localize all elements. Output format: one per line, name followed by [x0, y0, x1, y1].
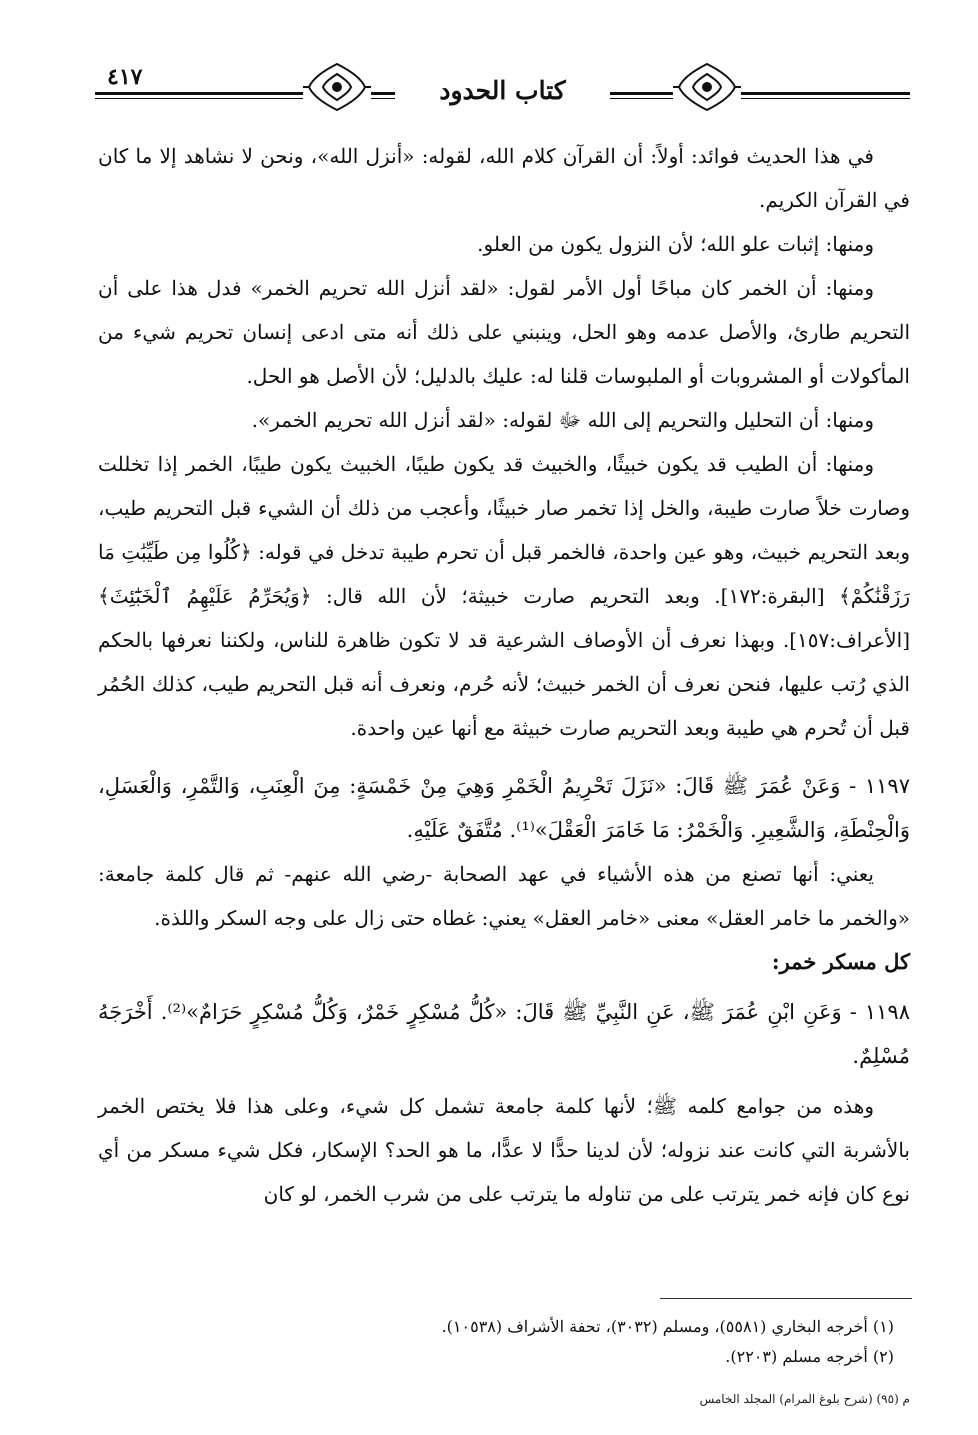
page-header — [95, 56, 910, 118]
footnote: (١) أخرجه البخاري (٥٥٨١)، ومسلم (٣٠٣٢)، تحفة الأشراف (١٠٥٣٨). — [441, 1317, 894, 1336]
paragraph: ومنها: إثبات علو الله؛ لأن النزول يكون من العلو. — [477, 232, 874, 256]
paragraph: ومنها: أن التحليل والتحريم إلى الله ﷻ لقوله: «لقد أنزل الله تحريم الخمر». — [251, 408, 874, 432]
hadith-1198: ١١٩٨ - وَعَنِ ابْنِ عُمَرَ ﷺ، عَنِ النَّبِيِّ ﷺ قَالَ: «كُلُّ مُسْكِرٍ خَمْرٌ، وَكُلُّ مُسْكِرٍ حَرَامٌ»⁽²⁾. أَخْرَجَهُ مُسْلِمٌ. — [98, 1000, 910, 1068]
footnotes — [98, 1312, 910, 1372]
page-number: ٤١٧ — [107, 64, 143, 90]
page-signature: م (٩٥) (شرح بلوغ المرام) المجلد الخامس — [699, 1392, 910, 1406]
paragraph: يعني: أنها تصنع من هذه الأشياء في عهد الصحابة -رضي الله عنهم- ثم قال كلمة جامعة: «والخمر ما خامر العقل» معنى «خامر العقل» يعني: غطاه حتى زال على وجه السكر واللذة. — [98, 862, 910, 930]
ornament-icon — [673, 60, 741, 114]
paragraph: وهذه من جوامع كلمه ﷺ؛ لأنها كلمة جامعة تشمل كل شيء، وعلى هذا فلا يختص الخمر بالأشربة التي كانت عند نزوله؛ لأن لدينا حدًّا لا عدًّا، ما هو الحد؟ الإسكار، فكل شيء مسكر من أي نوع كان فإنه خمر يترتب على من تناوله ما يترتب على من شرب الخمر، لو كان — [98, 1094, 910, 1206]
paragraph: في هذا الحديث فوائد: أولاً: أن القرآن كلام الله، لقوله: «أنزل الله»، ونحن لا نشاهد إلا ما كان في القرآن الكريم. — [98, 144, 910, 212]
section-subheading: كل مسكر خمر: — [771, 949, 910, 974]
footnote-divider — [660, 1298, 912, 1299]
page-body — [98, 134, 910, 1216]
paragraph: ومنها: أن الخمر كان مباحًا أول الأمر لقول: «لقد أنزل الله تحريم الخمر» فدل هذا على أن التحريم طارئ، والأصل عدمه وهو الحل، وينبني على ذلك أنه متى ادعى إنسان تحريم شيء من المأكولات أو المشروبات أو الملبوسات قلنا له: عليك بالدليل؛ لأن الأصل هو الحل. — [98, 276, 910, 388]
ornament-icon — [303, 60, 371, 114]
hadith-1197: ١١٩٧ - وَعَنْ عُمَرَ ﷺ قَالَ: «نَزَلَ تَحْرِيمُ الْخَمْرِ وَهِيَ مِنْ خَمْسَةٍ: مِنَ الْعِنَبِ، وَالتَّمْرِ، وَالْعَسَلِ، وَالْحِنْطَةِ، وَالشَّعِيرِ. وَالْخَمْرُ: مَا خَامَرَ الْعَقْلَ»⁽¹⁾. مُتَّفَقٌ عَلَيْهِ. — [98, 774, 910, 842]
chapter-title: كتاب الحدود — [395, 76, 610, 106]
footnote: (٢) أخرجه مسلم (٢٢٠٣). — [725, 1347, 894, 1366]
paragraph: ومنها: أن الطيب قد يكون خبيثًا، والخبيث قد يكون طيبًا، الخبيث يكون طيبًا، الخمر إذا تخللت وصارت خلاً صارت طيبة، والخل إذا تخمر صار خبيثًا، وأعجب من ذلك أن الشيء قبل التحريم طيب، وبعد التحريم خبيث، وهو عين واحدة، فالخمر قبل أن تحرم طيبة تدخل في قوله: ﴿كُلُوا مِن طَيِّبَٰتِ مَا رَزَقْنَٰكُمْ﴾ [البقرة:١٧٢]. وبعد التحريم صارت خبيثة؛ لأن الله قال: ﴿وَيُحَرِّمُ عَلَيْهِمُ ٱلْخَبَٰٓئِثَ﴾ [الأعراف:١٥٧]. وبهذا نعرف أن الأوصاف الشرعية قد لا تكون ظاهرة للناس، ولكننا نعرفها بالحكم الذي رُتب عليها، فنحن نعرف أن الخمر خبيث؛ لأنه حُرم، ونعرف أنه قبل التحريم طيب، كذلك الحُمُر قبل أن تُحرم هي طيبة وبعد التحريم صارت خبيثة مع أنها عين واحدة. — [98, 452, 911, 740]
